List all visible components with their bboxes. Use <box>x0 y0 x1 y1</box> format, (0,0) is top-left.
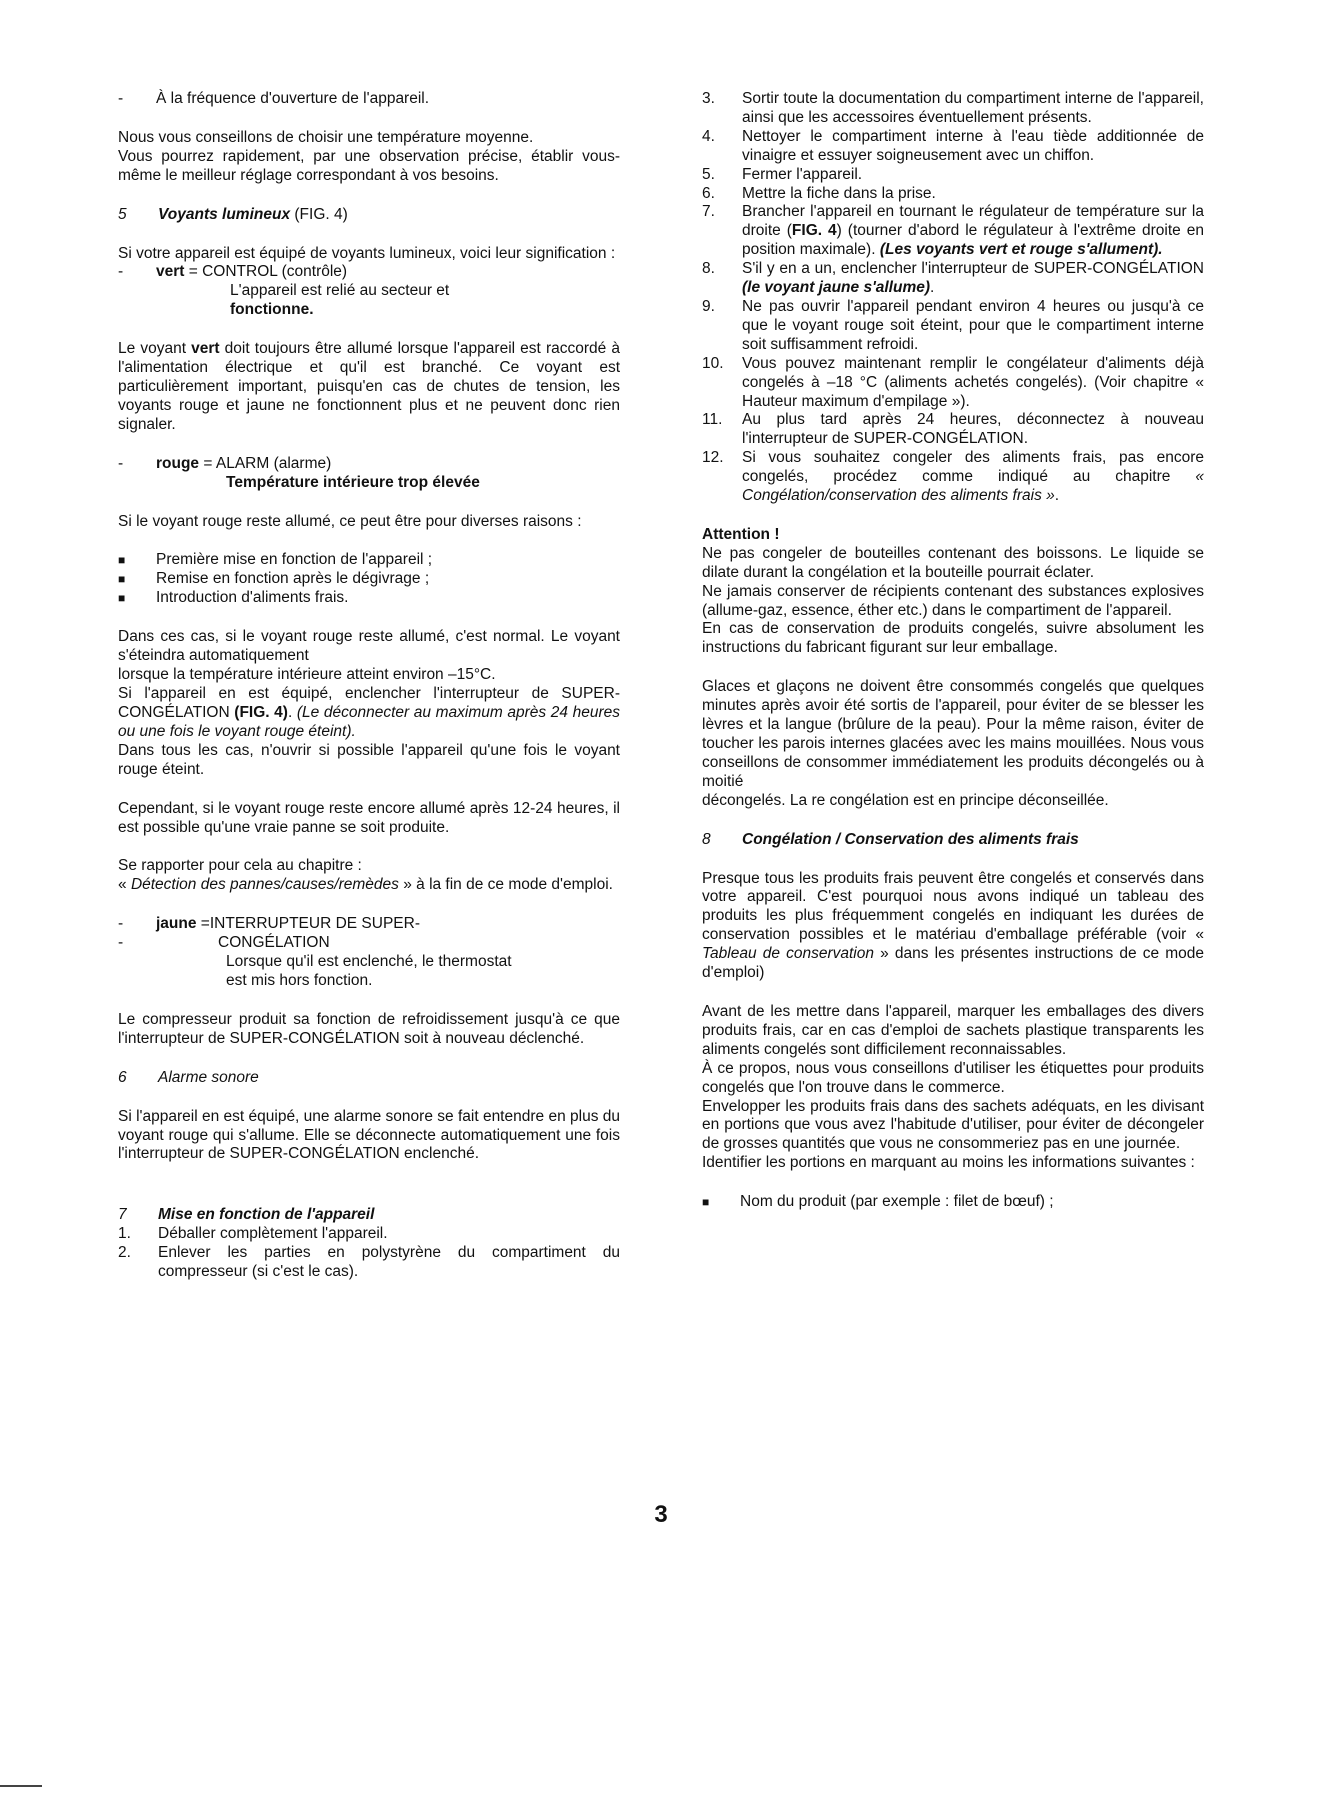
indicator-description: est mis hors fonction. <box>226 972 373 989</box>
paragraph: Le voyant vert doit toujours être allumé lorsque l'appareil est raccordé à l'alimentation électrique et qu'il est branché. Ce voyant est particulièrement important, puisqu'en cas de chutes de tension, les voyants rouge et jaune ne fonctionnent plus et ne peuvent donc rien signaler. <box>118 340 620 433</box>
list-item: 8. S'il y en a un, enclencher l'interrupteur de SUPER-CONGÉLATION (le voyant jaune s'allume). <box>702 260 1204 297</box>
page-number: 3 <box>654 1501 668 1528</box>
list-item: - CONGÉLATION <box>118 934 330 952</box>
list-item: 10. Vous pouvez maintenant remplir le congélateur d'aliments déjà congelés à –18 °C (aliments achetés congelés). (Voir chapitre « Hauteur maximum d'empilage »). <box>702 354 1204 410</box>
bullet-list <box>118 551 620 608</box>
paragraph: Si l'appareil en est équipé, enclencher l'interrupteur de SUPER-CONGÉLATION (FIG. 4). (Le déconnecter au maximum après 24 heures ou une fois le voyant rouge éteint). <box>118 685 620 740</box>
paragraph: Le compresseur produit sa fonction de refroidissement jusqu'à ce que l'interrupteur de SUPER-CONGÉLATION soit à nouveau déclenché. <box>118 1010 620 1047</box>
list-item: 2. Enlever les parties en polystyrène du compartiment du compresseur (si c'est le cas). <box>118 1244 620 1281</box>
indicator-key: rouge <box>156 454 200 472</box>
intro-dash-text: À la fréquence d'ouverture de l'appareil. <box>156 90 430 107</box>
indicator-description: L'appareil est relié au secteur et <box>230 282 450 300</box>
paragraph: lorsque la température intérieure atteint environ –15°C. <box>118 666 496 684</box>
list-item: ■ Remise en fonction après le dégivrage ; <box>118 570 430 588</box>
section-heading-5: 5 Voyants lumineux (FIG. 4) <box>118 205 348 223</box>
scan-edge-mark <box>0 1785 42 1787</box>
left-column <box>118 90 620 1302</box>
paragraph: Cependant, si le voyant rouge reste encore allumé après 12-24 heures, il est possible qu'une vraie panne se soit produite. <box>118 799 620 836</box>
section-title: Alarme sonore <box>158 1068 259 1086</box>
section-title: Congélation / Conservation des aliments frais <box>742 830 1079 848</box>
paragraph: décongelés. La re congélation est en principe déconseillée. <box>702 791 1109 809</box>
paragraph: Glaces et glaçons ne doivent être consommés congelés que quelques minutes après avoir été sortis de l'appareil, pour éviter de se blesser les lèvres et la langue (brûlure de la peau). Pour la même raison, éviter de toucher les parois internes glacées avec les mains mouillées. Nous vous conseillons de consommer immédiatement les produits décongelés ou à moitié <box>702 678 1204 790</box>
steps-list <box>118 1225 620 1282</box>
paragraph: En cas de conservation de produits congelés, suivre absolument les instructions du fabricant figurant sur leur emballage. <box>702 620 1204 657</box>
list-item: 12. Si vous souhaitez congeler des aliments frais, pas encore congelés, procédez comme indiqué au chapitre « Congélation/conservation des aliments frais ». <box>702 449 1204 505</box>
section-heading-7: 7 Mise en fonction de l'appareil <box>118 1206 375 1224</box>
paragraph: Nous vous conseillons de choisir une température moyenne. <box>118 128 534 146</box>
paragraph: Ne jamais conserver de récipients contenant des substances explosives (allume-gaz, essence, éther etc.) dans le compartiment de l'appareil. <box>702 582 1204 619</box>
list-item: 4. Nettoyer le compartiment interne à l'eau tiède additionnée de vinaigre et essuyer soigneusement avec un chiffon. <box>702 127 1204 164</box>
list-item: 1. Déballer complètement l'appareil. <box>118 1225 388 1243</box>
list-item: ■ Première mise en fonction de l'appareil ; <box>118 551 433 569</box>
figure-ref: (FIG. 4) <box>294 205 348 223</box>
paragraph: Vous pourrez rapidement, par une observation précise, établir vous-même le meilleur réglage correspondant à vos besoins. <box>118 147 620 184</box>
paragraph: Si l'appareil en est équipé, une alarme sonore se fait entendre en plus du voyant rouge qui s'allume. Elle se déconnecte automatiquement une fois l'interrupteur de SUPER-CONGÉLATION enclenché. <box>118 1107 620 1163</box>
list-item: ■ Nom du produit (par exemple : filet de bœuf) ; <box>702 1193 1054 1211</box>
paragraph: Dans tous les cas, n'ouvrir si possible l'appareil qu'une fois le voyant rouge éteint. <box>118 741 620 778</box>
list-item: ■ Introduction d'aliments frais. <box>118 589 349 607</box>
paragraph: Si le voyant rouge reste allumé, ce peut être pour diverses raisons : <box>118 512 582 530</box>
indicator-key: vert <box>156 263 185 281</box>
steps-list <box>702 90 1204 506</box>
list-item: - À la fréquence d'ouverture de l'appareil. <box>118 90 620 109</box>
paragraph: Ne pas congeler de bouteilles contenant des boissons. Le liquide se dilate durant la congélation et la bouteille pourrait éclater. <box>702 544 1204 581</box>
paragraph: Envelopper les produits frais dans des sachets adéquats, en les divisant en portions que vous avez l'habitude d'utiliser, pour éviter de décongeler de grosses quantités que vous ne consommeriez pas en une journée. <box>702 1097 1204 1153</box>
list-item: - rouge = ALARM (alarme) <box>118 454 332 472</box>
paragraph: Presque tous les produits frais peuvent être congelés et conservés dans votre appareil. C'est pourquoi nous avons indiqué un tableau des produits les plus fréquemment congelés en indiquant les durées de conservation possibles et le matériau d'emballage préférable (voir « Tableau de conservation » dans les présentes instructions de ce mode d'emploi) <box>702 869 1205 982</box>
list-item: 7. Brancher l'appareil en tournant le régulateur de température sur la droite (FIG. 4) (tourner d'abord le régulateur à l'extrême droite en position maximale). (Les voyants vert et rouge s'allument). <box>702 203 1204 259</box>
paragraph: Dans ces cas, si le voyant rouge reste allumé, c'est normal. Le voyant s'éteindra automatiquement <box>118 628 620 665</box>
list-item: 11. Au plus tard après 24 heures, déconnectez à nouveau l'interrupteur de SUPER-CONGÉLATION. <box>702 411 1204 448</box>
section-title: Mise en fonction de l'appareil <box>158 1206 375 1224</box>
right-column <box>702 90 1204 1212</box>
indicator-description: Lorsque qu'il est enclenché, le thermostat <box>226 953 512 971</box>
indicator-description: Température intérieure trop élevée <box>226 473 480 491</box>
paragraph: Se rapporter pour cela au chapitre : <box>118 857 362 875</box>
indicator-key: jaune <box>156 915 197 933</box>
section-heading-6: 6 Alarme sonore <box>118 1068 259 1086</box>
section-title: Voyants lumineux <box>158 205 291 223</box>
list-item: 6. Mettre la fiche dans la prise. <box>702 184 936 202</box>
indicator-description: fonctionne. <box>230 301 314 319</box>
paragraph: À ce propos, nous vous conseillons d'utiliser les étiquettes pour produits congelés que l'on trouve dans le commerce. <box>702 1059 1204 1096</box>
list-item: - jaune =INTERRUPTEUR DE SUPER- <box>118 915 420 933</box>
paragraph: Identifier les portions en marquant au moins les informations suivantes : <box>702 1154 1195 1172</box>
paragraph: Avant de les mettre dans l'appareil, marquer les emballages des divers produits frais, car en cas d'emploi de sachets plastique transparents les aliments congelés sont difficilement reconnaissables. <box>702 1002 1204 1058</box>
list-item: - vert = CONTROL (contrôle) <box>118 263 348 281</box>
list-item: 3. Sortir toute la documentation du compartiment interne de l'appareil, ainsi que les accessoires éventuellement présents. <box>702 90 1204 126</box>
paragraph: « Détection des pannes/causes/remèdes » à la fin de ce mode d'emploi. <box>118 876 613 894</box>
section-heading-8: 8 Congélation / Conservation des aliments frais <box>702 830 1079 848</box>
list-item: 9. Ne pas ouvrir l'appareil pendant environ 4 heures ou jusqu'à ce que le voyant rouge soit éteint, pour que le compartiment interne soit suffisamment refroidi. <box>702 297 1204 353</box>
list-item: 5. Fermer l'appareil. <box>702 165 863 183</box>
attention-title: Attention ! <box>702 525 780 543</box>
paragraph: Si votre appareil est équipé de voyants lumineux, voici leur signification : <box>118 244 616 262</box>
